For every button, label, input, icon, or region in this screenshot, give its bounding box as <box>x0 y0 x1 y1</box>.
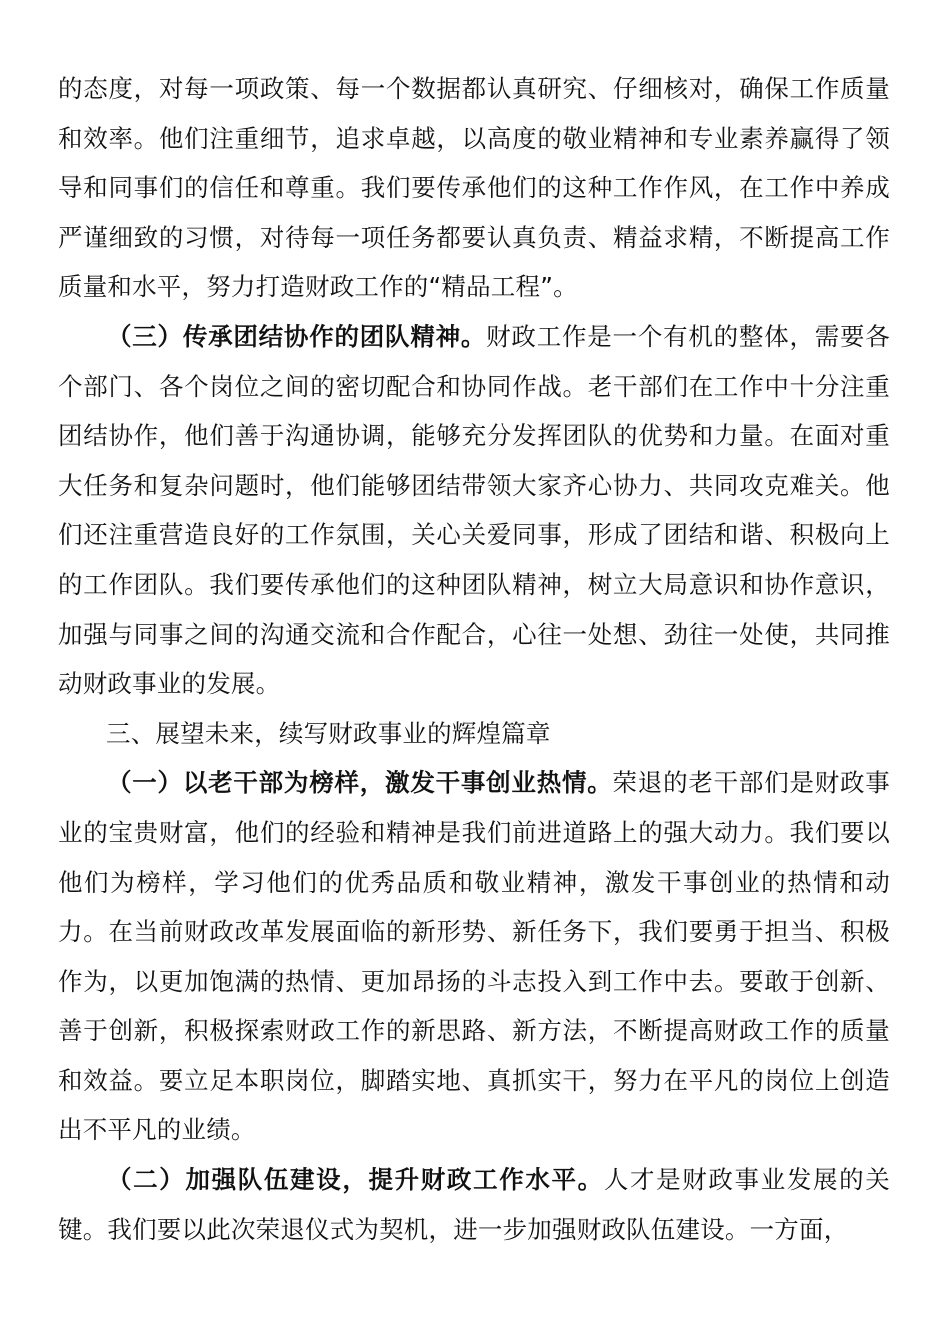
section-heading-looking-forward: 三、展望未来，续写财政事业的辉煌篇章 <box>106 718 551 748</box>
paragraph-team-building <box>58 1155 890 1254</box>
paragraph-unity-teamwork <box>58 312 890 709</box>
subheading-unity-teamwork: （三）传承团结协作的团队精神。 <box>107 321 487 351</box>
document-body <box>58 64 890 1254</box>
paragraph-continuation: 的态度，对每一项政策、每一个数据都认真研究、仔细核对，确保工作质量和效率。他们注重细节，追求卓越，以高度的敬业精神和专业素养赢得了领导和同事们的信任和尊重。我们要传承他们的这种工作作风，在工作中养成严谨细致的习惯，对待每一项任务都要认真负责、精益求精，不断提高工作质量和水平，努力打造财政工作的“精品工程”。 <box>58 74 890 302</box>
subheading-role-model: （一）以老干部为榜样，激发干事创业热情。 <box>107 768 613 798</box>
subheading-team-building: （二）加强队伍建设，提升财政工作水平。 <box>107 1165 604 1195</box>
paragraph-role-model <box>58 758 890 1155</box>
paragraph-role-model-text: 荣退的老干部们是财政事业的宝贵财富，他们的经验和精神是我们前进道路上的强大动力。我们要以他们为榜样，学习他们的优秀品质和敬业精神，激发干事创业的热情和动力。在当前财政改革发展面临的新形势、新任务下，我们要勇于担当、积极作为，以更加饱满的热情、更加昂扬的斗志投入到工作中去。要敢于创新、善于创新，积极探索财政工作的新思路、新方法，不断提高财政工作的质量和效益。要立足本职岗位，脚踏实地、真抓实干，努力在平凡的岗位上创造出不平凡的业绩。 <box>58 768 890 1145</box>
paragraph-team-building-text: 人才是财政事业发展的关键。我们要以此次荣退仪式为契机，进一步加强财政队伍建设。一方面， <box>58 1165 890 1244</box>
paragraph-unity-teamwork-text: 财政工作是一个有机的整体，需要各个部门、各个岗位之间的密切配合和协同作战。老干部们在工作中十分注重团结协作，他们善于沟通协调，能够充分发挥团队的优势和力量。在面对重大任务和复杂问题时，他们能够团结带领大家齐心协力、共同攻克难关。他们还注重营造良好的工作氛围，关心关爱同事，形成了团结和谐、积极向上的工作团队。我们要传承他们的这种团队精神，树立大局意识和协作意识，加强与同事之间的沟通交流和合作配合，心往一处想、劲往一处使，共同推动财政事业的发展。 <box>58 321 891 699</box>
